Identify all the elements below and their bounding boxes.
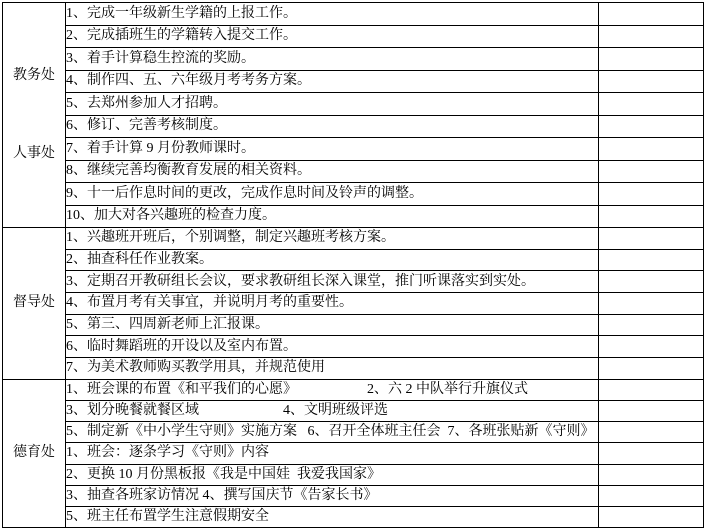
task-cell: 6、临时舞蹈班的开设以及室内布置。 <box>66 336 599 358</box>
task-cell: 3、划分晚餐就餐区域 4、文明班级评选 <box>66 401 599 422</box>
task-cell: 10、加大对各兴趣班的检查力度。 <box>66 205 599 228</box>
empty-check-cell <box>599 228 704 250</box>
task-cell: 7、着手计算 9 月份教师课时。 <box>66 138 599 161</box>
empty-check-cell <box>599 93 704 116</box>
task-cell: 1、班会：逐条学习《守则》内容 <box>66 443 599 464</box>
task-cell: 1、完成一年级新生学籍的上报工作。 <box>66 3 599 26</box>
empty-check-cell <box>599 506 704 527</box>
empty-check-cell <box>599 70 704 93</box>
task-cell: 5、制定新《中小学生守则》实施方案 6、召开全体班主任会 7、各班张贴新《守则》 <box>66 422 599 443</box>
task-cell: 1、兴趣班开班后，个别调整，制定兴趣班考核方案。 <box>66 228 599 250</box>
empty-check-cell <box>599 464 704 485</box>
task-cell: 2、更换 10 月份黑板报《我是中国娃 我爱我国家》 <box>66 464 599 485</box>
empty-check-cell <box>599 314 704 336</box>
department-label-personnel: 人事处 <box>13 146 55 161</box>
task-cell: 3、定期召开教研组长会议，要求教研组长深入课堂，推门听课落实到实处。 <box>66 271 599 293</box>
task-cell: 2、抽查科任作业教案。 <box>66 249 599 271</box>
empty-check-cell <box>599 293 704 315</box>
document-page <box>0 2 705 530</box>
empty-check-cell <box>599 249 704 271</box>
task-cell: 2、完成插班生的学籍转入提交工作。 <box>66 25 599 48</box>
task-cell: 7、为美术教师购买教学用具，并规范使用 <box>66 358 599 380</box>
empty-check-cell <box>599 25 704 48</box>
task-cell: 5、第三、四周新老师上汇报课。 <box>66 314 599 336</box>
task-cell: 3、着手计算稳生控流的奖励。 <box>66 48 599 71</box>
empty-check-cell <box>599 183 704 206</box>
department-label-supervision: 督导处 <box>13 295 55 311</box>
empty-check-cell <box>599 485 704 506</box>
department-cell-supervision <box>3 228 66 380</box>
task-cell: 8、继续完善均衡教育发展的相关资料。 <box>66 160 599 183</box>
empty-check-cell <box>599 358 704 380</box>
empty-check-cell <box>599 443 704 464</box>
empty-check-cell <box>599 115 704 138</box>
task-cell: 9、十一后作息时间的更改，完成作息时间及铃声的调整。 <box>66 183 599 206</box>
task-cell: 1、班会课的布置《和平我们的心愿》 2、六 2 中队举行升旗仪式 <box>66 379 599 400</box>
empty-check-cell <box>599 138 704 161</box>
empty-check-cell <box>599 160 704 183</box>
task-cell: 4、制作四、五、六年级月考考务方案。 <box>66 70 599 93</box>
empty-check-cell <box>599 422 704 443</box>
work-plan-table <box>2 2 704 528</box>
empty-check-cell <box>599 3 704 26</box>
task-cell: 5、班主任布置学生注意假期安全 <box>66 506 599 527</box>
task-cell: 5、去郑州参加人才招聘。 <box>66 93 599 116</box>
department-label-moral-education: 德育处 <box>13 445 55 461</box>
task-cell: 3、抽查各班家访情况 4、撰写国庆节《告家长书》 <box>66 485 599 506</box>
department-cell-moral-education <box>3 379 66 527</box>
empty-check-cell <box>599 271 704 293</box>
department-cell-academic-personnel <box>3 3 66 228</box>
empty-check-cell <box>599 379 704 400</box>
empty-check-cell <box>599 48 704 71</box>
task-cell: 6、修订、完善考核制度。 <box>66 115 599 138</box>
task-cell: 4、布置月考有关事宜，并说明月考的重要性。 <box>66 293 599 315</box>
empty-check-cell <box>599 401 704 422</box>
empty-check-cell <box>599 205 704 228</box>
department-label-academic-affairs: 教务处 <box>13 68 55 83</box>
empty-check-cell <box>599 336 704 358</box>
department-label-stack <box>3 69 65 161</box>
